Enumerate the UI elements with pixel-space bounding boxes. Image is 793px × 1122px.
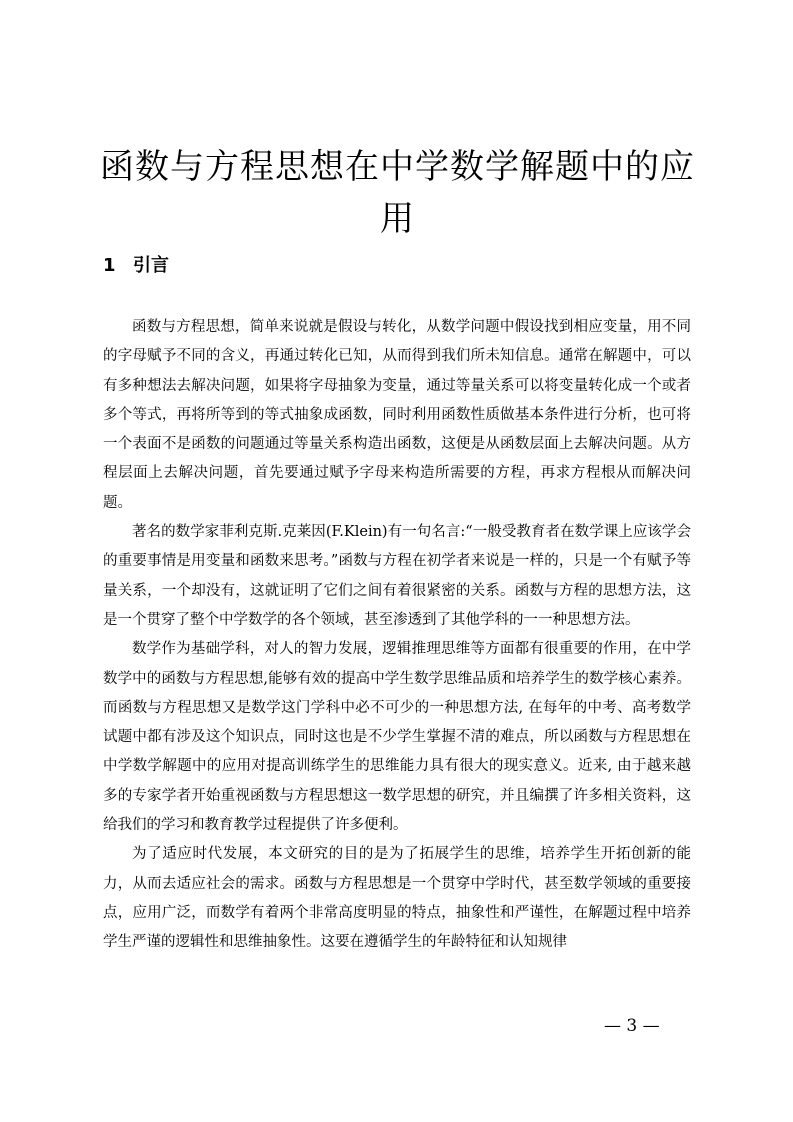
body-text (103, 313, 691, 958)
paragraph-2: 著名的数学家菲利克斯.克莱因(F.Klein)有一句名言:“一般受教育者在数学课上应该学会的重要事情是用变量和函数来思考。”函数与方程在初学者来说是一样的，只是一个有赋予等量关系，一个却没有，这就证明了它们之间有着很紧密的关系。函数与方程的思想方法，这是一个贯穿了整个中学数学的各个领域，甚至渗透到了其他学科的一一种思想方法。 (103, 524, 691, 628)
section-number: 1 (103, 255, 116, 276)
paragraph-4: 为了适应时代发展，本文研究的目的是为了拓展学生的思维，培养学生开拓创新的能力，从而去适应社会的需求。函数与方程思想是一个贯穿中学时代，甚至数学领域的重要接点，应用广泛，而数学有着两个非常高度明显的特点，抽象性和严谨性，在解题过程中培养学生严谨的逻辑性和思维抽象性。这要在遵循学生的年龄特征和认知规律 (103, 846, 691, 951)
section-heading (103, 253, 169, 279)
document-title: 函数与方程思想在中学数学解题中的应用 (100, 147, 695, 239)
section-title: 引言 (133, 255, 169, 276)
page-number: — 3 — (604, 1016, 660, 1036)
paragraph-1: 函数与方程思想，简单来说就是假设与转化，从数学问题中假设找到相应变量，用不同的字母赋予不同的含义，再通过转化已知，从而得到我们所未知信息。通常在解题中，可以有多种想法去解决问题，如果将字母抽象为变量，通过等量关系可以将变量转化成一个或者多个等式，再将所等到的等式抽象成函数，同时利用函数性质做基本条件进行分析，也可将一个表面不是函数的问题通过等量关系构造出函数，这便是从函数层面上去解决问题。从方程层面上去解决问题，首先要通过赋予字母来构造所需要的方程，再求方程根从而解决问题。 (103, 319, 691, 511)
paragraph-3: 数学作为基础学科，对人的智力发展，逻辑推理思维等方面都有很重要的作用，在中学数学中的函数与方程思想,能够有效的提高中学生数学思维品质和培养学生的数学核心素养。而函数与方程思想又是数学这门学科中必不可少的一种思想方法, 在每年的中考、高考数学试题中都有涉及这个知识点，同时这也是不少学生掌握不清的难点，所以函数与方程思想在中学数学解题中的应用对提高训练学生的思维能力具有很大的现实意义。近来, 由于越来越多的专家学者开始重视函数与方程思想这一数学思想的研究，并且编撰了许多相关资料，这给我们的学习和教育教学过程提供了许多便利。 (103, 641, 691, 834)
